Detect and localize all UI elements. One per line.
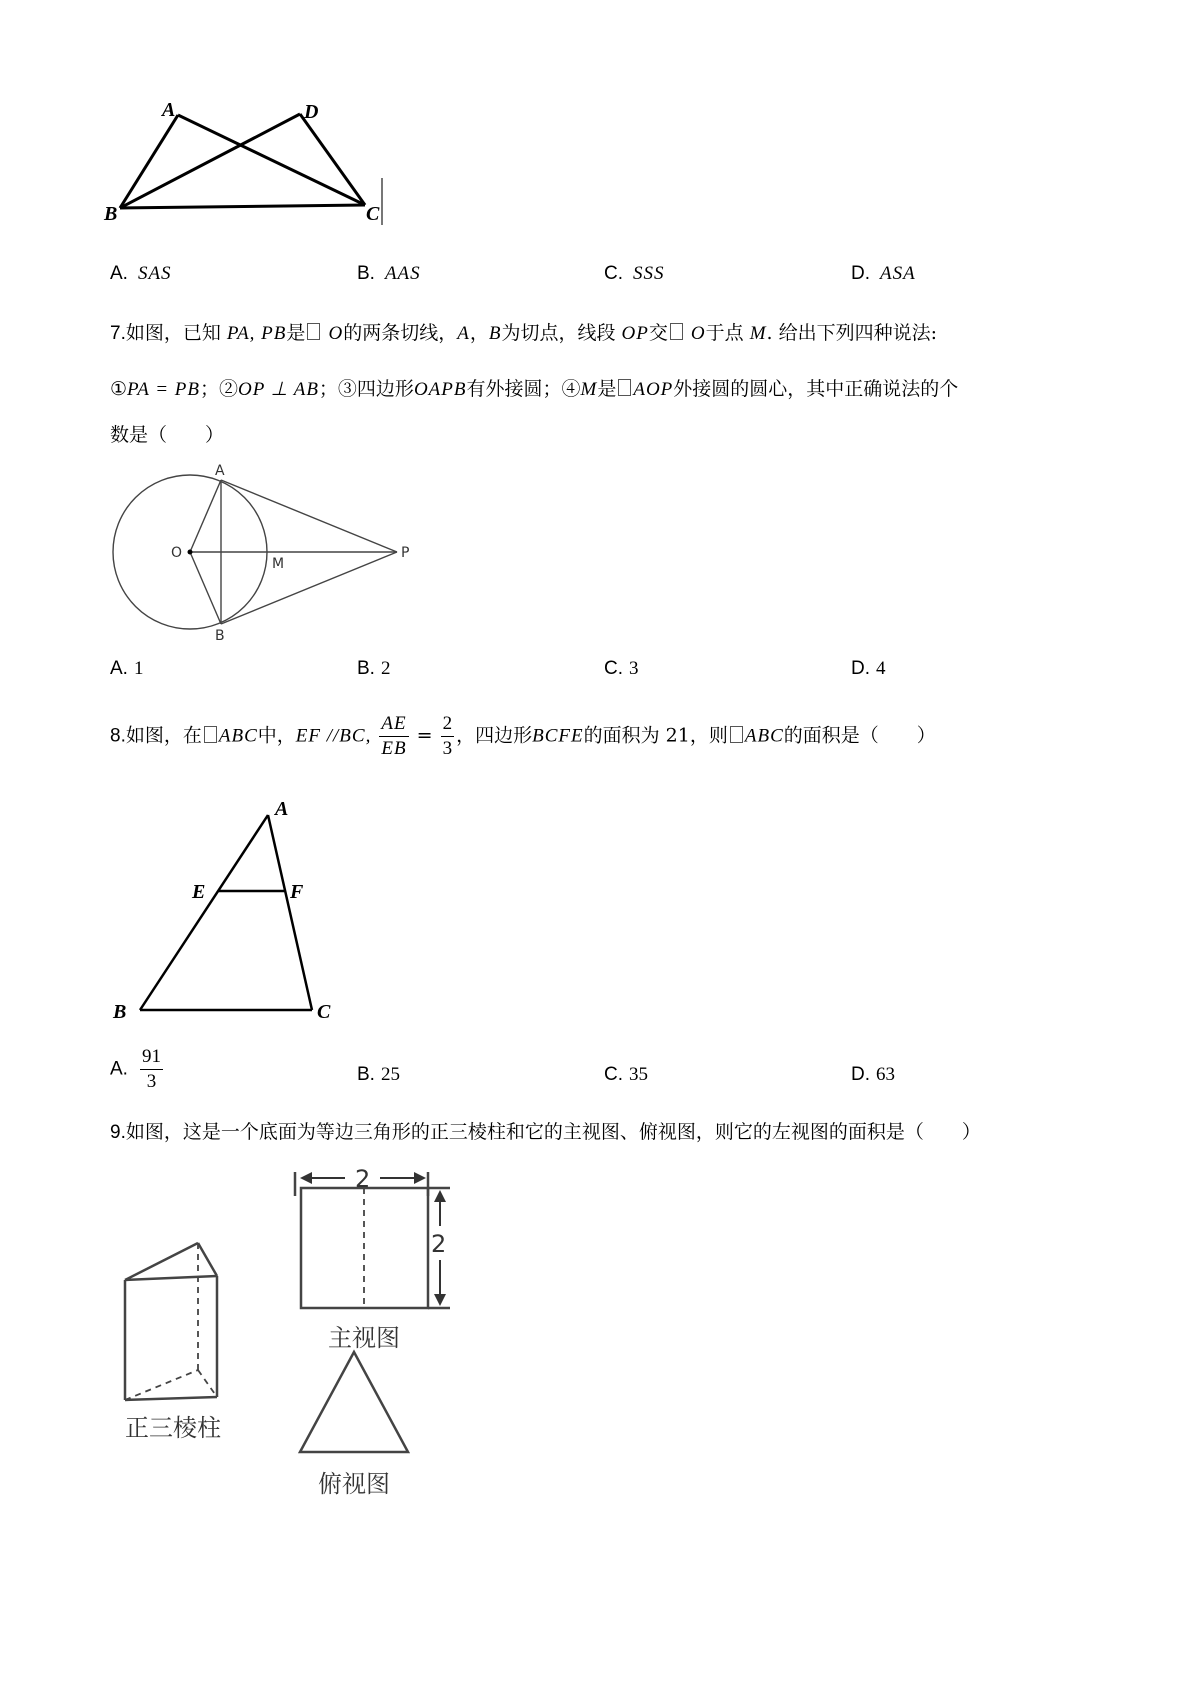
option-text: SSS (633, 263, 665, 284)
label-e: E (192, 881, 206, 903)
text: 数是（ ） (110, 424, 225, 446)
dimension-width: 2 (355, 1165, 371, 1193)
q8-option-c (604, 1063, 648, 1086)
text: 有外接圆；④ (466, 378, 581, 400)
numerator: AE (379, 712, 408, 737)
text: 的面积为 21，则 (583, 724, 728, 747)
math: PA = PB (127, 379, 200, 400)
option-letter: A. (110, 263, 128, 284)
math: OP ⊥ AB (238, 379, 319, 400)
front-view-label: 主视图 (328, 1324, 400, 1352)
fraction-ae-eb (379, 712, 408, 761)
missing-glyph (670, 323, 683, 340)
q6-option-a (110, 262, 172, 285)
option-fraction (140, 1045, 163, 1094)
math: BCFE (532, 725, 584, 747)
math: ABC (218, 725, 258, 747)
question-number: 9. (110, 1122, 126, 1143)
option-text: ASA (880, 263, 916, 284)
fraction-2-3 (441, 712, 455, 761)
option-text: 3 (629, 658, 639, 679)
q9-line (110, 1117, 981, 1144)
option-letter: B. (357, 263, 375, 284)
math: OP (621, 323, 649, 344)
math: OAPB (413, 379, 467, 400)
label-a: A (275, 798, 289, 820)
math: AOP (633, 379, 674, 400)
label-b: B (104, 203, 118, 225)
text: ；② (200, 378, 239, 400)
math: M (749, 323, 767, 344)
text: 交 (648, 322, 668, 344)
missing-glyph (307, 323, 320, 340)
math: A (457, 323, 470, 344)
denominator: EB (381, 738, 407, 759)
q6-option-c (604, 262, 665, 285)
numerator: 2 (441, 712, 455, 737)
option-letter: D. (851, 263, 870, 284)
math: B (488, 323, 502, 344)
text: 外接圆的圆心，其中正确说法的个 (673, 378, 959, 400)
text: ；③四边形 (318, 378, 414, 400)
q7-option-b (357, 657, 390, 680)
q7-option-d (851, 657, 886, 680)
option-letter: C. (604, 658, 623, 679)
option-text: 1 (133, 658, 144, 679)
label-c: C (366, 203, 380, 225)
option-text: AAS (384, 263, 421, 284)
text: 为切点，线段 (501, 322, 616, 344)
q8-option-d (851, 1063, 895, 1086)
option-text: 4 (876, 658, 886, 679)
option-letter: A. (110, 658, 128, 679)
equals: = (416, 724, 433, 747)
numerator: 91 (140, 1045, 163, 1070)
label-a: A (215, 463, 225, 479)
math: M (580, 379, 598, 400)
option-letter: B. (357, 658, 375, 679)
text: 于点 (705, 322, 744, 344)
prism-label: 正三棱柱 (125, 1414, 221, 1442)
q7-option-c (604, 657, 639, 680)
q7-line-3 (110, 420, 224, 447)
denominator: 3 (442, 738, 453, 759)
text: 如图，在 (125, 724, 202, 747)
math: O (328, 323, 344, 344)
option-text: 35 (629, 1064, 648, 1085)
missing-glyph (618, 379, 631, 396)
text: 是 (286, 322, 306, 344)
figure-q8-triangle (105, 795, 355, 1025)
option-letter: D. (851, 1064, 870, 1085)
option-letter: B. (357, 1064, 375, 1085)
q6-option-d (851, 262, 916, 285)
label-c: C (317, 1001, 331, 1023)
option-letter: C. (604, 263, 623, 284)
q8-option-b (357, 1063, 400, 1086)
option-text: SAS (137, 263, 172, 284)
option-text: 2 (380, 658, 391, 679)
q6-option-b (357, 262, 421, 285)
math: O (690, 323, 706, 344)
option-letter: D. (851, 658, 870, 679)
text: 是 (597, 378, 617, 400)
text: ① (110, 378, 128, 400)
math: EF //BC, (295, 725, 372, 747)
option-letter: A. (110, 1058, 128, 1080)
missing-glyph (204, 726, 217, 743)
q8-line (110, 712, 936, 761)
label-m: M (272, 556, 285, 572)
text: . 给出下列四种说法: (766, 322, 938, 344)
text: 的面积是（ ） (783, 724, 936, 747)
math: ABC (744, 725, 784, 747)
q7-option-a (110, 657, 143, 680)
label-b: B (215, 628, 225, 642)
denominator: 3 (146, 1071, 157, 1092)
option-text: 25 (380, 1064, 400, 1085)
label-b: B (113, 1001, 127, 1023)
q7-line-1 (110, 318, 937, 345)
q7-line-2 (110, 374, 958, 401)
label-d: D (304, 101, 319, 123)
question-number: 7. (110, 323, 126, 344)
option-letter: C. (604, 1064, 623, 1085)
math: PA, PB (226, 323, 287, 344)
label-a: A (162, 100, 176, 121)
text: 如图，已知 (125, 322, 221, 344)
missing-glyph (730, 726, 743, 743)
option-text: 63 (876, 1064, 895, 1085)
figure-q6-triangles (100, 100, 400, 250)
text: ， (469, 322, 489, 344)
text: 中， (257, 724, 296, 747)
label-p: P (401, 545, 410, 561)
text: 的两条切线， (343, 322, 458, 344)
question-number: 8. (110, 725, 126, 747)
label-o: O (171, 545, 183, 561)
q8-option-a (110, 1045, 165, 1094)
figure-q9-prism-views (110, 1160, 470, 1520)
label-f: F (290, 881, 304, 903)
dimension-height: 2 (431, 1230, 447, 1258)
text: 如图，这是一个底面为等边三角形的正三棱柱和它的主视图、俯视图，则它的左视图的面积是（ ） (125, 1121, 981, 1143)
top-view-label: 俯视图 (318, 1470, 390, 1498)
text: ，四边形 (456, 724, 533, 747)
figure-q7-circle-tangents (105, 462, 425, 642)
